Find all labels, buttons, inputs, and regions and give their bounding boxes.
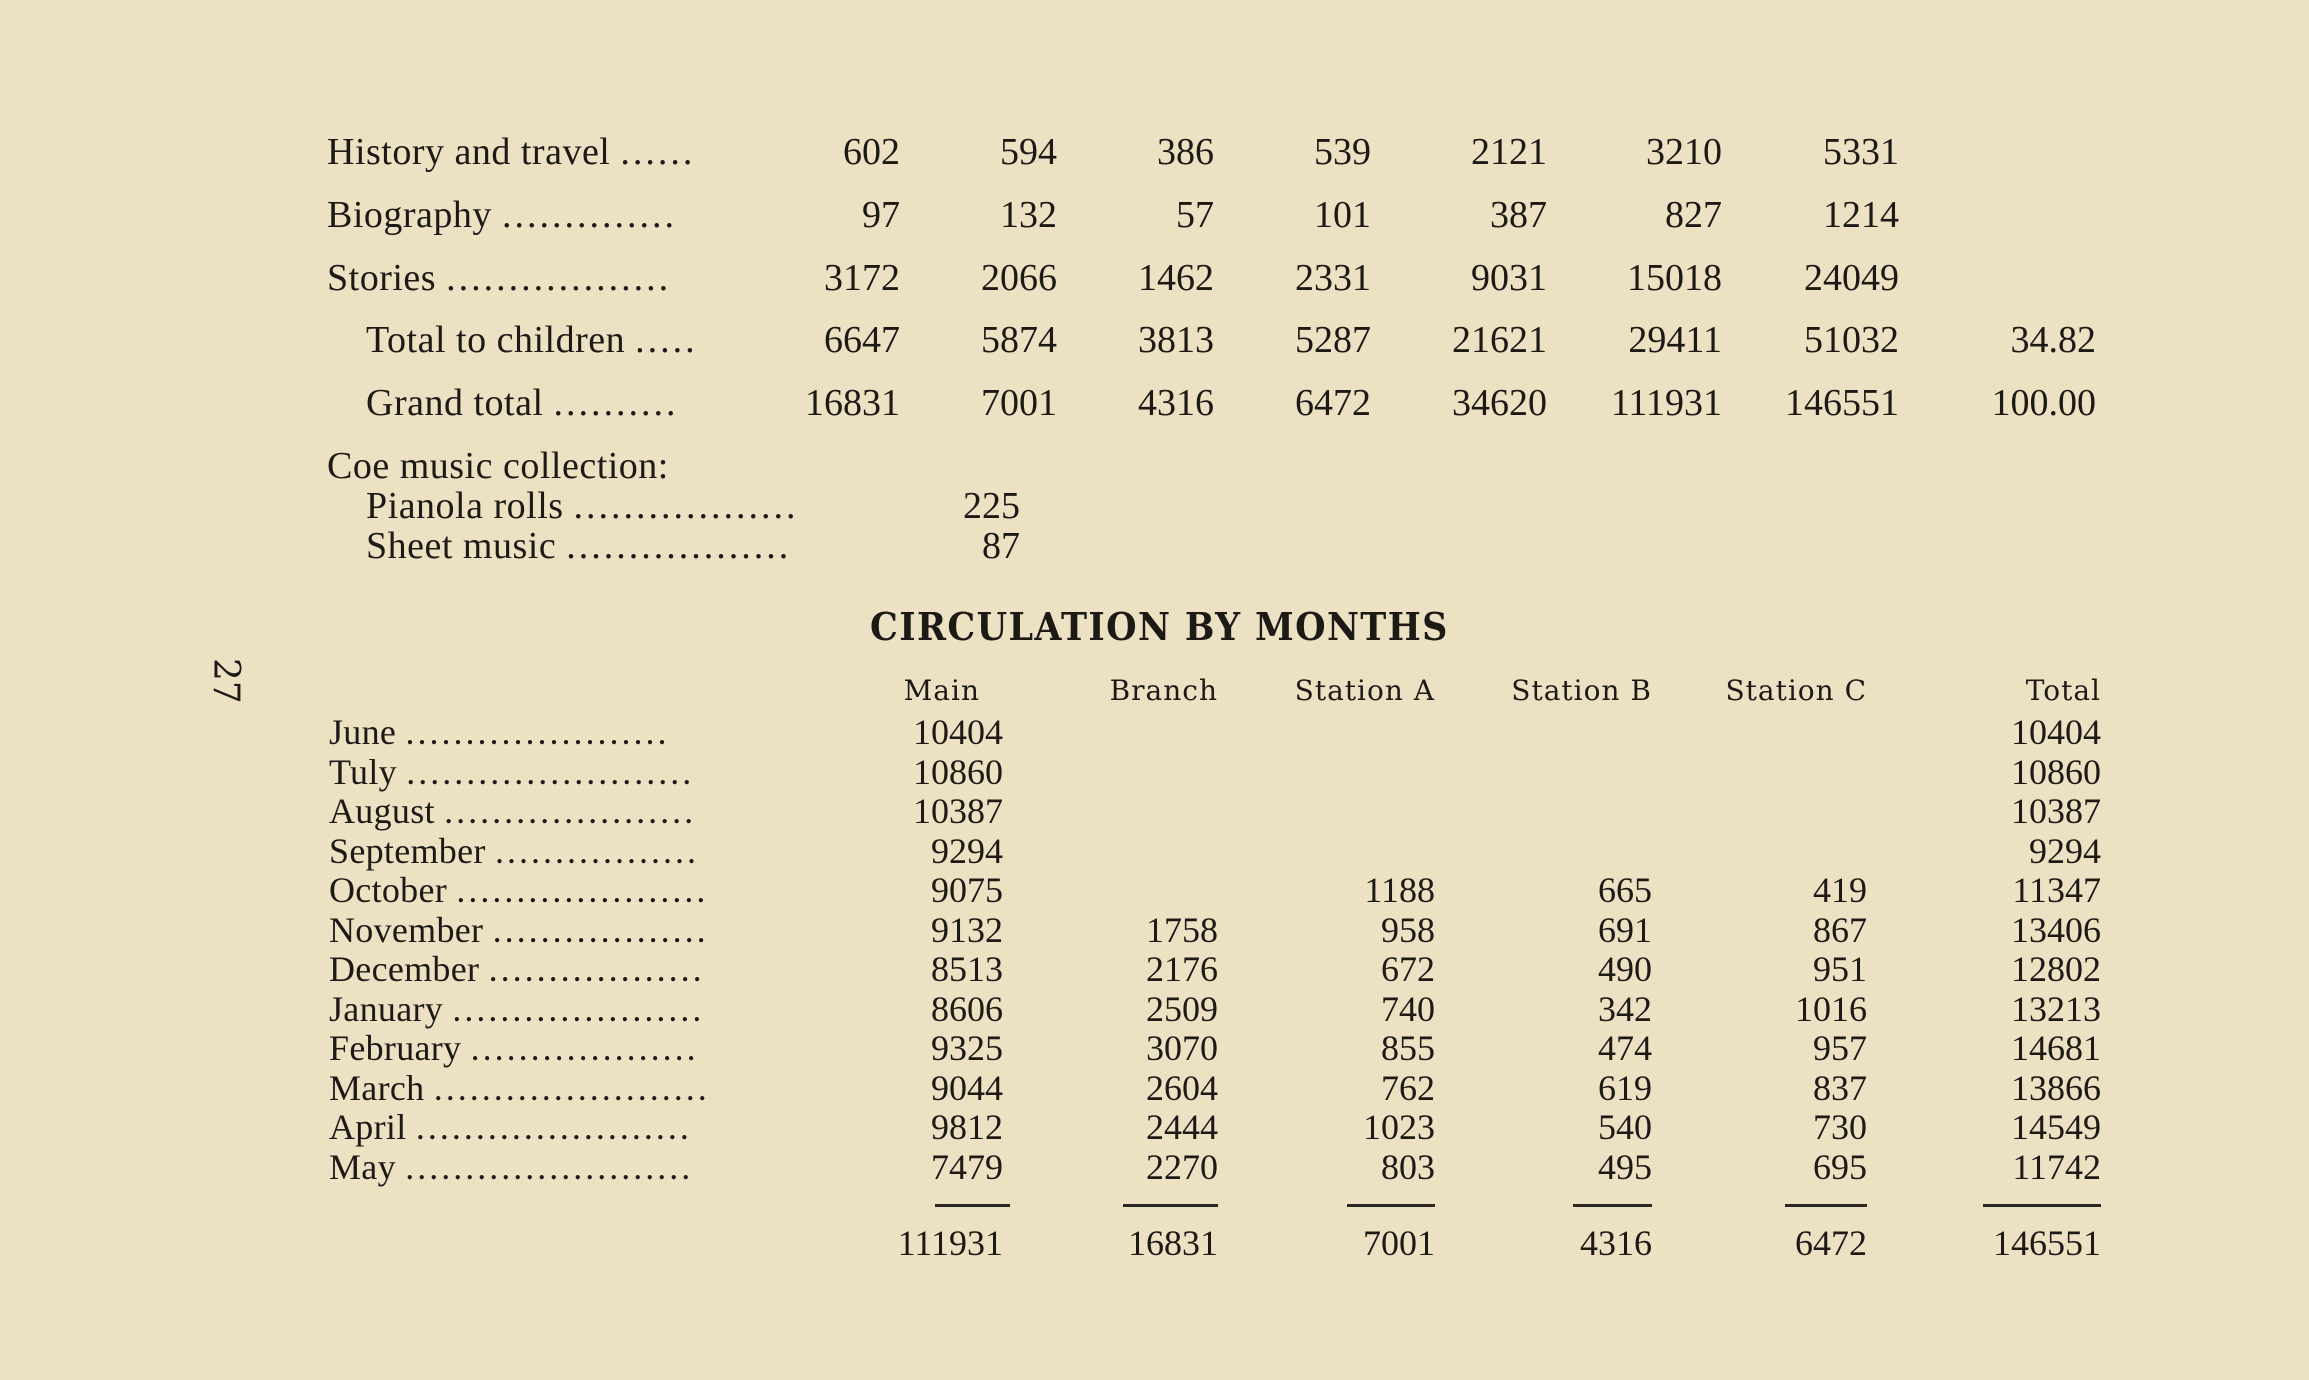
top-row — [0, 256, 2309, 316]
month-cell: 691 — [1598, 910, 1652, 950]
month-cell: 1758 — [1146, 910, 1218, 950]
coe-heading: Coe music collection: — [327, 445, 669, 487]
leader-dots: .......... — [553, 382, 679, 424]
cell-value: 602 — [843, 131, 900, 173]
month-cell: 11347 — [2012, 870, 2101, 910]
leader-dots: ..................... — [456, 870, 709, 910]
cell-value: 7001 — [981, 382, 1057, 424]
month-cell: 803 — [1381, 1147, 1435, 1187]
month-name: December — [329, 949, 480, 989]
page-number: 27 — [205, 658, 246, 704]
month-cell: 1023 — [1363, 1107, 1435, 1147]
month-label — [329, 869, 708, 911]
leader-dots: .............. — [501, 194, 677, 236]
month-cell: 11742 — [2012, 1147, 2101, 1187]
cell-value: 57 — [1176, 194, 1214, 236]
top-row — [0, 318, 2309, 378]
month-cell: 958 — [1381, 910, 1435, 950]
month-cell: 730 — [1813, 1107, 1867, 1147]
total-value: 4316 — [1580, 1223, 1652, 1263]
cell-value: 3172 — [824, 257, 900, 299]
leader-dots: .................. — [446, 257, 672, 299]
row-label-text: Biography — [327, 194, 492, 236]
cell-value: 3210 — [1646, 131, 1722, 173]
column-header: Station A — [1294, 674, 1435, 707]
month-cell: 10404 — [2011, 712, 2101, 752]
row-label-text: History and travel — [327, 131, 611, 173]
month-cell: 10860 — [913, 752, 1003, 792]
cell-value: 146551 — [1785, 382, 1899, 424]
row-label-text: Total to children — [366, 319, 626, 361]
month-cell: 8606 — [931, 989, 1003, 1029]
cell-value: 1462 — [1138, 257, 1214, 299]
month-name: June — [329, 712, 397, 752]
column-header: Station B — [1511, 674, 1652, 707]
month-cell: 9325 — [931, 1028, 1003, 1068]
month-cell: 342 — [1598, 989, 1652, 1029]
month-name: January — [329, 989, 444, 1029]
month-cell: 867 — [1813, 910, 1867, 950]
cell-value: 100.00 — [1991, 382, 2096, 424]
top-row — [0, 381, 2309, 441]
month-cell: 14681 — [2011, 1028, 2101, 1068]
cell-value: 2331 — [1295, 257, 1371, 299]
leader-dots: ..................... — [444, 791, 697, 831]
month-label — [329, 1106, 692, 1148]
leader-dots: ....................... — [415, 1107, 692, 1147]
month-cell: 10860 — [2011, 752, 2101, 792]
row-label — [366, 381, 679, 425]
cell-value: 6472 — [1295, 382, 1371, 424]
month-cell: 2270 — [1146, 1147, 1218, 1187]
leader-dots: .................. — [573, 485, 799, 527]
leader-dots: ................... — [470, 1028, 699, 1068]
month-label — [329, 711, 670, 753]
cell-value: 9031 — [1471, 257, 1547, 299]
month-cell: 957 — [1813, 1028, 1867, 1068]
month-cell: 495 — [1598, 1147, 1652, 1187]
month-name: February — [329, 1028, 462, 1068]
month-cell: 3070 — [1146, 1028, 1218, 1068]
total-rule — [1785, 1204, 1867, 1207]
top-row — [0, 193, 2309, 253]
month-cell: 9044 — [931, 1068, 1003, 1108]
total-value: 111931 — [897, 1223, 1003, 1263]
cell-value: 34620 — [1452, 382, 1547, 424]
month-label — [329, 751, 694, 793]
cell-value: 2121 — [1471, 131, 1547, 173]
cell-value: 4316 — [1138, 382, 1214, 424]
coe-item — [366, 484, 799, 528]
month-cell: 762 — [1381, 1068, 1435, 1108]
row-label — [327, 256, 671, 300]
month-cell: 9294 — [931, 831, 1003, 871]
column-header: Main — [903, 674, 980, 707]
cell-value: 132 — [1000, 194, 1057, 236]
column-header: Branch — [1109, 674, 1218, 707]
coe-item-label: Pianola rolls — [366, 485, 564, 527]
month-cell: 14549 — [2011, 1107, 2101, 1147]
month-cell: 740 — [1381, 989, 1435, 1029]
month-label — [329, 1027, 699, 1069]
month-name: March — [329, 1068, 425, 1108]
month-cell: 10387 — [913, 791, 1003, 831]
month-cell: 10387 — [2011, 791, 2101, 831]
cell-value: 97 — [862, 194, 900, 236]
month-cell: 8513 — [931, 949, 1003, 989]
column-header: Total — [2025, 674, 2101, 707]
cell-value: 2066 — [981, 257, 1057, 299]
leader-dots: .................. — [492, 910, 709, 950]
cell-value: 5287 — [1295, 319, 1371, 361]
month-label — [329, 909, 709, 951]
month-cell: 13213 — [2011, 989, 2101, 1029]
coe-item — [366, 524, 791, 568]
month-cell: 665 — [1598, 870, 1652, 910]
cell-value: 594 — [1000, 131, 1057, 173]
circulation-title: CIRCULATION BY MONTHS — [870, 604, 1449, 649]
month-name: April — [329, 1107, 407, 1147]
month-name: October — [329, 870, 448, 910]
cell-value: 387 — [1490, 194, 1547, 236]
month-label — [329, 830, 699, 872]
leader-dots: .................. — [488, 949, 705, 989]
cell-value: 29411 — [1628, 319, 1722, 361]
month-cell: 2509 — [1146, 989, 1218, 1029]
month-name: September — [329, 831, 486, 871]
month-cell: 2176 — [1146, 949, 1218, 989]
month-cell: 672 — [1381, 949, 1435, 989]
total-rule — [935, 1204, 1010, 1207]
month-cell: 419 — [1813, 870, 1867, 910]
month-cell: 2444 — [1146, 1107, 1218, 1147]
cell-value: 34.82 — [2010, 319, 2096, 361]
total-rule — [1347, 1204, 1435, 1207]
month-cell: 7479 — [931, 1147, 1003, 1187]
row-label — [327, 193, 677, 237]
leader-dots: ................. — [494, 831, 699, 871]
leader-dots: ..................... — [452, 989, 705, 1029]
total-value: 6472 — [1795, 1223, 1867, 1263]
month-name: November — [329, 910, 484, 950]
cell-value: 5331 — [1823, 131, 1899, 173]
total-value: 146551 — [1993, 1223, 2101, 1263]
month-label — [329, 948, 705, 990]
leader-dots: ........................ — [405, 1147, 694, 1187]
leader-dots: ...................... — [405, 712, 670, 752]
month-cell: 474 — [1598, 1028, 1652, 1068]
cell-value: 16831 — [805, 382, 900, 424]
month-cell: 1016 — [1795, 989, 1867, 1029]
cell-value: 101 — [1314, 194, 1371, 236]
month-cell: 490 — [1598, 949, 1652, 989]
month-cell: 10404 — [913, 712, 1003, 752]
coe-item-label: Sheet music — [366, 525, 557, 567]
coe-item-value: 87 — [982, 525, 1020, 567]
cell-value: 3813 — [1138, 319, 1214, 361]
cell-value: 5874 — [981, 319, 1057, 361]
row-label — [366, 318, 698, 362]
cell-value: 24049 — [1804, 257, 1899, 299]
column-header: Station C — [1725, 674, 1867, 707]
month-cell: 695 — [1813, 1147, 1867, 1187]
cell-value: 51032 — [1804, 319, 1899, 361]
month-name: August — [329, 791, 435, 831]
month-cell: 12802 — [2011, 949, 2101, 989]
leader-dots: ........................ — [406, 752, 695, 792]
cell-value: 539 — [1314, 131, 1371, 173]
month-cell: 837 — [1813, 1068, 1867, 1108]
row-label-text: Grand total — [366, 382, 544, 424]
month-cell: 951 — [1813, 949, 1867, 989]
month-cell: 9075 — [931, 870, 1003, 910]
cell-value: 1214 — [1823, 194, 1899, 236]
top-row — [0, 130, 2309, 190]
total-rule — [1573, 1204, 1652, 1207]
total-value: 16831 — [1128, 1223, 1218, 1263]
cell-value: 15018 — [1627, 257, 1722, 299]
month-cell: 9812 — [931, 1107, 1003, 1147]
leader-dots: ...... — [620, 131, 696, 173]
cell-value: 386 — [1157, 131, 1214, 173]
total-rule — [1983, 1204, 2101, 1207]
total-rule — [1123, 1204, 1218, 1207]
month-label — [329, 790, 696, 832]
month-cell: 1188 — [1364, 870, 1435, 910]
total-value: 7001 — [1363, 1223, 1435, 1263]
coe-item-value: 225 — [963, 485, 1020, 527]
month-cell: 540 — [1598, 1107, 1652, 1147]
month-cell: 13866 — [2011, 1068, 2101, 1108]
cell-value: 21621 — [1452, 319, 1547, 361]
month-name: Tuly — [329, 752, 397, 792]
leader-dots: .................. — [566, 525, 792, 567]
month-cell: 9294 — [2029, 831, 2101, 871]
cell-value: 827 — [1665, 194, 1722, 236]
month-label — [329, 988, 704, 1030]
cell-value: 111931 — [1610, 382, 1722, 424]
month-cell: 855 — [1381, 1028, 1435, 1068]
cell-value: 6647 — [824, 319, 900, 361]
month-label — [329, 1146, 693, 1188]
leader-dots: ....................... — [433, 1068, 710, 1108]
month-cell: 619 — [1598, 1068, 1652, 1108]
month-label — [329, 1067, 710, 1109]
month-cell: 13406 — [2011, 910, 2101, 950]
month-cell: 2604 — [1146, 1068, 1218, 1108]
row-label-text: Stories — [327, 257, 437, 299]
leader-dots: ..... — [635, 319, 698, 361]
row-label — [327, 130, 695, 174]
month-cell: 9132 — [931, 910, 1003, 950]
month-name: May — [329, 1147, 396, 1187]
